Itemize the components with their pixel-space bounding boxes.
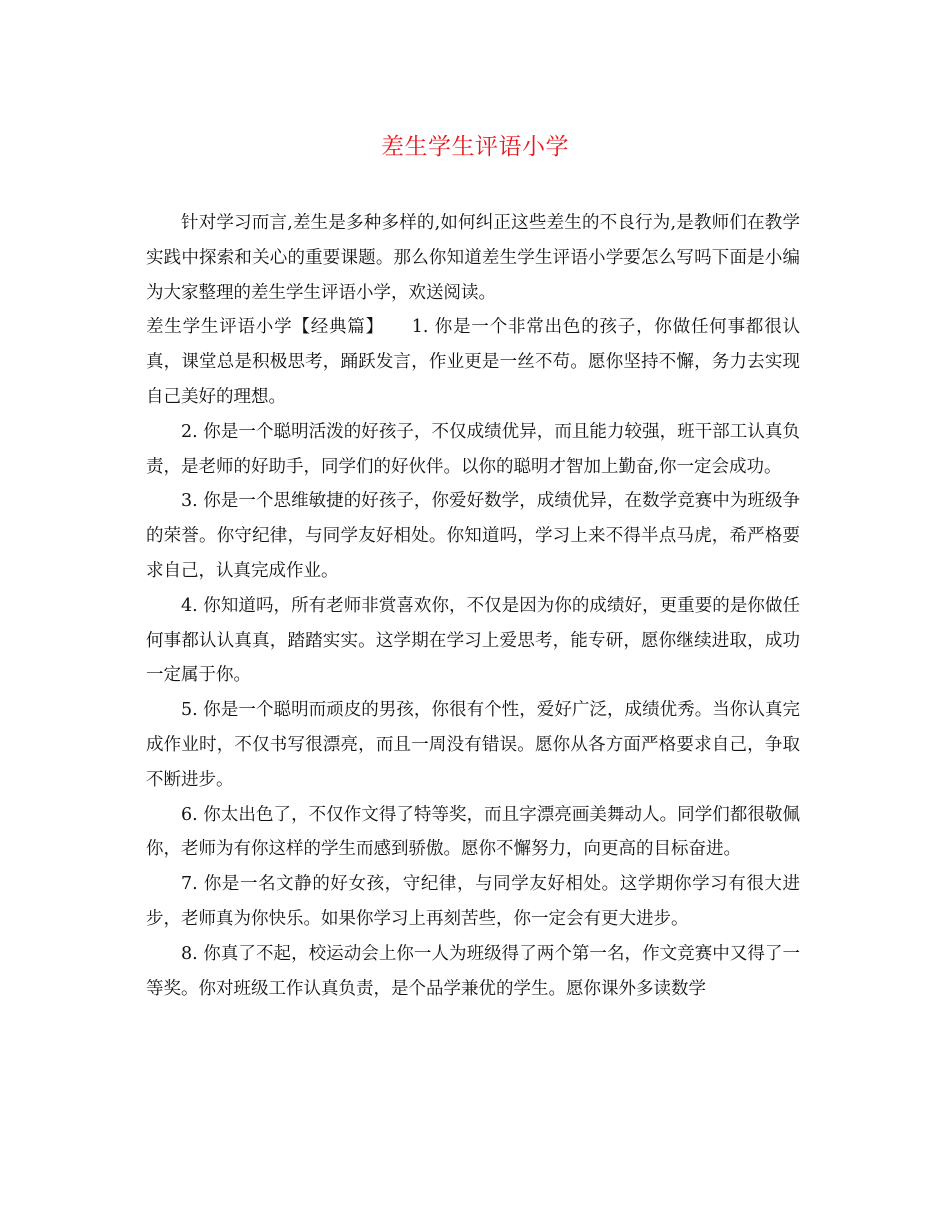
document-body	[146, 206, 800, 1006]
paragraph-section-heading-item-1: 差生学生评语小学【经典篇】 1. 你是一个非常出色的孩子，你做任何事都很认真，课堂总是积极思考，踊跃发言，作业更是一丝不苟。愿你坚持不懈，务力去实现自己美好的理想。	[146, 317, 800, 407]
paragraph-item-6: 6. 你太出色了，不仅作文得了特等奖，而且字漂亮画美舞动人。同学们都很敬佩你，老师为有你这样的学生而感到骄傲。愿你不懈努力，向更高的目标奋进。	[146, 804, 800, 860]
paragraph-item-3: 3. 你是一个思维敏捷的好孩子，你爱好数学，成绩优异，在数学竞赛中为班级争的荣誉。你守纪律，与同学友好相处。你知道吗，学习上来不得半点马虎，希严格要求自己，认真完成作业。	[146, 491, 800, 581]
document-title: 差生学生评语小学	[381, 134, 569, 160]
paragraph-item-2: 2. 你是一个聪明活泼的好孩子，不仅成绩优异，而且能力较强，班干部工认真负责，是老师的好助手，同学们的好伙伴。以你的聪明才智加上勤奋,你一定会成功。	[146, 421, 800, 477]
paragraph-intro: 针对学习而言,差生是多种多样的,如何纠正这些差生的不良行为,是教师们在教学实践中探索和关心的重要课题。那么你知道差生学生评语小学要怎么写吗下面是小编为大家整理的差生学生评语小学，欢送阅读。	[146, 213, 800, 303]
paragraph-item-4: 4. 你知道吗，所有老师非赏喜欢你，不仅是因为你的成绩好，更重要的是你做任何事都认认真真，踏踏实实。这学期在学习上爱思考，能专研，愿你继续进取，成功一定属于你。	[146, 595, 800, 686]
paragraph-item-7: 7. 你是一名文静的好女孩，守纪律，与同学友好相处。这学期你学习有很大进步，老师真为你快乐。如果你学习上再刻苦些，你一定会有更大进步。	[146, 874, 800, 929]
paragraph-item-5: 5. 你是一个聪明而顽皮的男孩，你很有个性，爱好广泛，成绩优秀。当你认真完成作业时，不仅书写很漂亮，而且一周没有错误。愿你从各方面严格要求自己，争取不断进步。	[146, 700, 800, 790]
paragraph-item-8: 8. 你真了不起，校运动会上你一人为班级得了两个第一名，作文竞赛中又得了一等奖。你对班级工作认真负责，是个品学兼优的学生。愿你课外多读数学	[146, 943, 800, 999]
